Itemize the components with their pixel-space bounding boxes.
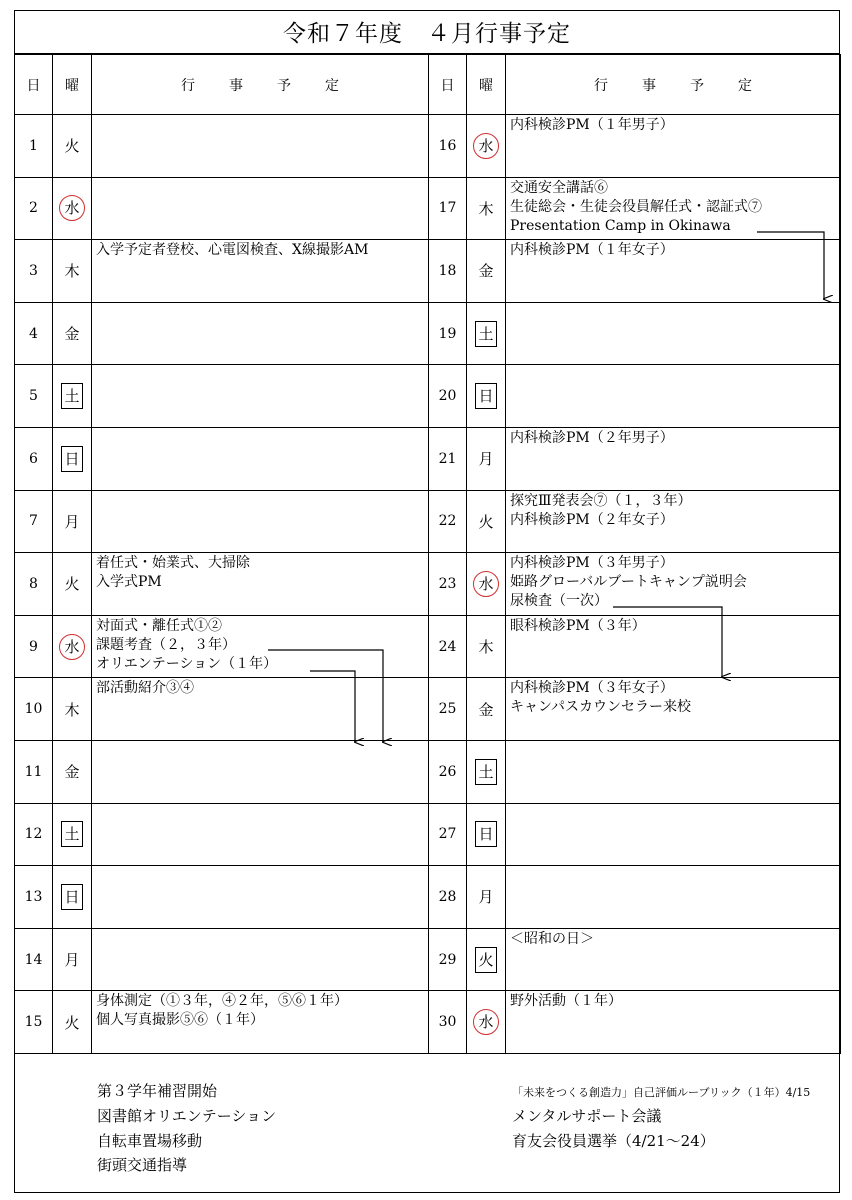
header-day: 日 (429, 55, 467, 115)
weekday-cell (53, 740, 92, 803)
weekday-cell (53, 115, 92, 178)
event-item: 姫路グローバルブートキャンプ説明会 (510, 574, 747, 591)
events-cell (506, 928, 841, 991)
event-item: 個人写真撮影⑤⑥（１年） (96, 1012, 264, 1029)
day-number: 9 (15, 615, 53, 678)
weekday-boxed: 土 (475, 321, 497, 347)
weekday-cell (467, 803, 506, 866)
table-row (15, 740, 841, 803)
events-cell (92, 427, 429, 490)
weekday-cell (53, 240, 92, 303)
event-item: 探究Ⅲ発表会⑦（１，３年） (510, 492, 692, 509)
event-item: 身体測定（①３年，④２年，⑤⑥１年） (96, 993, 348, 1010)
weekday-cell (53, 302, 92, 365)
table-row (15, 427, 841, 490)
events-cell (506, 115, 841, 178)
weekday-label: 月 (64, 512, 80, 531)
table-row (15, 240, 841, 303)
weekday-cell (467, 553, 506, 616)
events-cell (506, 866, 841, 929)
weekday-label: 月 (64, 951, 80, 970)
footer-right-note: 「未来をつくる創造力」自己評価ルーブリック（１年）4/15 (512, 1086, 811, 1099)
events-cell (506, 490, 841, 553)
day-number: 2 (15, 177, 53, 240)
weekday-cell (467, 115, 506, 178)
day-number: 25 (429, 678, 467, 741)
event-item: 生徒総会・生徒会役員解任式・認証式⑦ (510, 198, 762, 215)
weekday-cell (53, 803, 92, 866)
table-row (15, 490, 841, 553)
header-events-label: 行事予定 (594, 77, 786, 94)
header-day: 日 (15, 55, 53, 115)
day-number: 11 (15, 740, 53, 803)
weekday-boxed: 日 (475, 383, 497, 409)
events-cell (92, 803, 429, 866)
page-title: 令和７年度 ４月行事予定 (14, 10, 840, 54)
day-number: 17 (429, 177, 467, 240)
event-item: 内科検診PM（１年男子） (510, 117, 674, 133)
weekday-boxed: 日 (61, 446, 83, 472)
day-number: 28 (429, 866, 467, 929)
weekday-cell (53, 177, 92, 240)
day-number: 16 (429, 115, 467, 178)
weekday-cell (467, 866, 506, 929)
weekday-cell (53, 615, 92, 678)
weekday-label: 金 (478, 262, 494, 281)
day-number: 3 (15, 240, 53, 303)
weekday-label: 金 (478, 700, 494, 719)
event-item: ＜昭和の日＞ (510, 930, 594, 947)
event-item: 部活動紹介③④ (96, 680, 194, 697)
day-number: 1 (15, 115, 53, 178)
weekday-cell (53, 866, 92, 929)
schedule-table (14, 54, 841, 1054)
events-cell (92, 177, 429, 240)
weekday-label: 火 (64, 1013, 80, 1032)
event-item: 野外活動（１年） (510, 993, 622, 1010)
events-cell (92, 678, 429, 741)
footer-notes (14, 1058, 840, 1193)
events-cell (92, 740, 429, 803)
events-cell (506, 678, 841, 741)
weekday-cell (467, 427, 506, 490)
weekday-circled: 水 (59, 634, 85, 660)
weekday-cell (467, 678, 506, 741)
weekday-circled: 水 (473, 133, 499, 159)
day-number: 26 (429, 740, 467, 803)
weekday-cell (53, 678, 92, 741)
footer-right-note: 育友会役員選挙（4/21～24） (512, 1132, 715, 1150)
header-events (506, 55, 841, 115)
weekday-cell (467, 302, 506, 365)
event-item: 内科検診PM（２年男子） (510, 429, 674, 446)
weekday-label: 木 (64, 700, 80, 719)
header-weekday: 曜 (467, 55, 506, 115)
weekday-boxed: 土 (475, 759, 497, 785)
weekday-cell (53, 427, 92, 490)
weekday-boxed: 日 (475, 821, 497, 847)
day-number: 21 (429, 427, 467, 490)
event-item: 対面式・離任式①② (96, 617, 222, 634)
events-cell (506, 740, 841, 803)
day-number: 24 (429, 615, 467, 678)
footer-left-note: 第３学年補習開始 (97, 1082, 218, 1100)
weekday-label: 火 (64, 137, 80, 156)
weekday-cell (53, 553, 92, 616)
events-cell (506, 365, 841, 428)
weekday-cell (53, 928, 92, 991)
table-row (15, 615, 841, 678)
day-number: 6 (15, 427, 53, 490)
day-number: 7 (15, 490, 53, 553)
footer-right-note: メンタルサポート会議 (512, 1107, 662, 1125)
table-row (15, 803, 841, 866)
weekday-circled: 水 (473, 571, 499, 597)
weekday-label: 火 (478, 512, 494, 531)
weekday-label: 月 (478, 888, 494, 907)
event-item: キャンパスカウンセラー来校 (510, 699, 692, 716)
weekday-boxed: 日 (61, 884, 83, 910)
events-cell (506, 427, 841, 490)
event-item: Presentation Camp in Okinawa (510, 217, 731, 234)
weekday-cell (467, 490, 506, 553)
table-row (15, 115, 841, 178)
weekday-cell (53, 991, 92, 1054)
table-row (15, 991, 841, 1054)
header-events (92, 55, 429, 115)
weekday-cell (467, 615, 506, 678)
event-item: 内科検診PM（３年女子） (510, 680, 674, 697)
event-item: 内科検診PM（１年女子） (510, 242, 674, 259)
weekday-label: 金 (64, 325, 80, 344)
event-item: 入学式PM (96, 574, 162, 591)
weekday-cell (467, 991, 506, 1054)
events-cell (92, 615, 429, 678)
weekday-cell (467, 928, 506, 991)
events-cell (92, 490, 429, 553)
weekday-label: 月 (478, 450, 494, 469)
weekday-cell (467, 365, 506, 428)
event-item: 内科検診PM（３年男子） (510, 555, 674, 572)
event-item: 尿検査（一次） (510, 593, 608, 610)
weekday-label: 火 (64, 575, 80, 594)
table-row (15, 553, 841, 616)
table-row (15, 866, 841, 929)
weekday-cell (53, 490, 92, 553)
day-number: 19 (429, 302, 467, 365)
events-cell (506, 991, 841, 1054)
day-number: 30 (429, 991, 467, 1054)
day-number: 18 (429, 240, 467, 303)
events-cell (92, 991, 429, 1054)
event-item: 課題考査（２，３年） (96, 636, 236, 653)
header-events-label: 行事予定 (181, 77, 373, 94)
header-weekday: 曜 (53, 55, 92, 115)
weekday-label: 木 (64, 262, 80, 281)
event-item: 交通安全講話⑥ (510, 179, 608, 196)
events-cell (506, 177, 841, 240)
event-item: 入学予定者登校、心電図検査、X線撮影AM (96, 242, 369, 259)
day-number: 8 (15, 553, 53, 616)
day-number: 14 (15, 928, 53, 991)
footer-left-note: 自転車置場移動 (97, 1132, 203, 1150)
events-cell (506, 302, 841, 365)
day-number: 22 (429, 490, 467, 553)
weekday-cell (53, 365, 92, 428)
events-cell (92, 115, 429, 178)
events-cell (506, 553, 841, 616)
weekday-label: 木 (478, 199, 494, 218)
table-row (15, 177, 841, 240)
events-cell (92, 928, 429, 991)
weekday-circled: 水 (59, 195, 85, 221)
table-row (15, 928, 841, 991)
table-row (15, 678, 841, 741)
day-number: 27 (429, 803, 467, 866)
events-cell (506, 803, 841, 866)
day-number: 13 (15, 866, 53, 929)
events-cell (92, 302, 429, 365)
events-cell (92, 553, 429, 616)
day-number: 10 (15, 678, 53, 741)
weekday-boxed: 土 (61, 383, 83, 409)
table-header-row (15, 55, 841, 115)
weekday-boxed: 火 (475, 947, 497, 973)
events-cell (92, 866, 429, 929)
weekday-cell (467, 177, 506, 240)
weekday-boxed: 土 (61, 821, 83, 847)
day-number: 23 (429, 553, 467, 616)
events-cell (92, 240, 429, 303)
day-number: 20 (429, 365, 467, 428)
event-item: オリエンテーション（１年） (96, 655, 278, 672)
day-number: 4 (15, 302, 53, 365)
table-row (15, 365, 841, 428)
event-item: 着任式・始業式、大掃除 (96, 555, 250, 572)
event-item: 内科検診PM（２年女子） (510, 511, 674, 528)
weekday-label: 木 (478, 638, 494, 657)
day-number: 12 (15, 803, 53, 866)
weekday-cell (467, 240, 506, 303)
events-cell (506, 615, 841, 678)
footer-left-note: 図書館オリエンテーション (97, 1107, 277, 1125)
day-number: 29 (429, 928, 467, 991)
day-number: 15 (15, 991, 53, 1054)
event-item: 眼科検診PM（３年） (510, 617, 646, 634)
weekday-circled: 水 (473, 1009, 499, 1035)
day-number: 5 (15, 365, 53, 428)
weekday-cell (467, 740, 506, 803)
footer-left-note: 街頭交通指導 (97, 1156, 188, 1174)
weekday-label: 金 (64, 763, 80, 782)
events-cell (506, 240, 841, 303)
table-row (15, 302, 841, 365)
events-cell (92, 365, 429, 428)
